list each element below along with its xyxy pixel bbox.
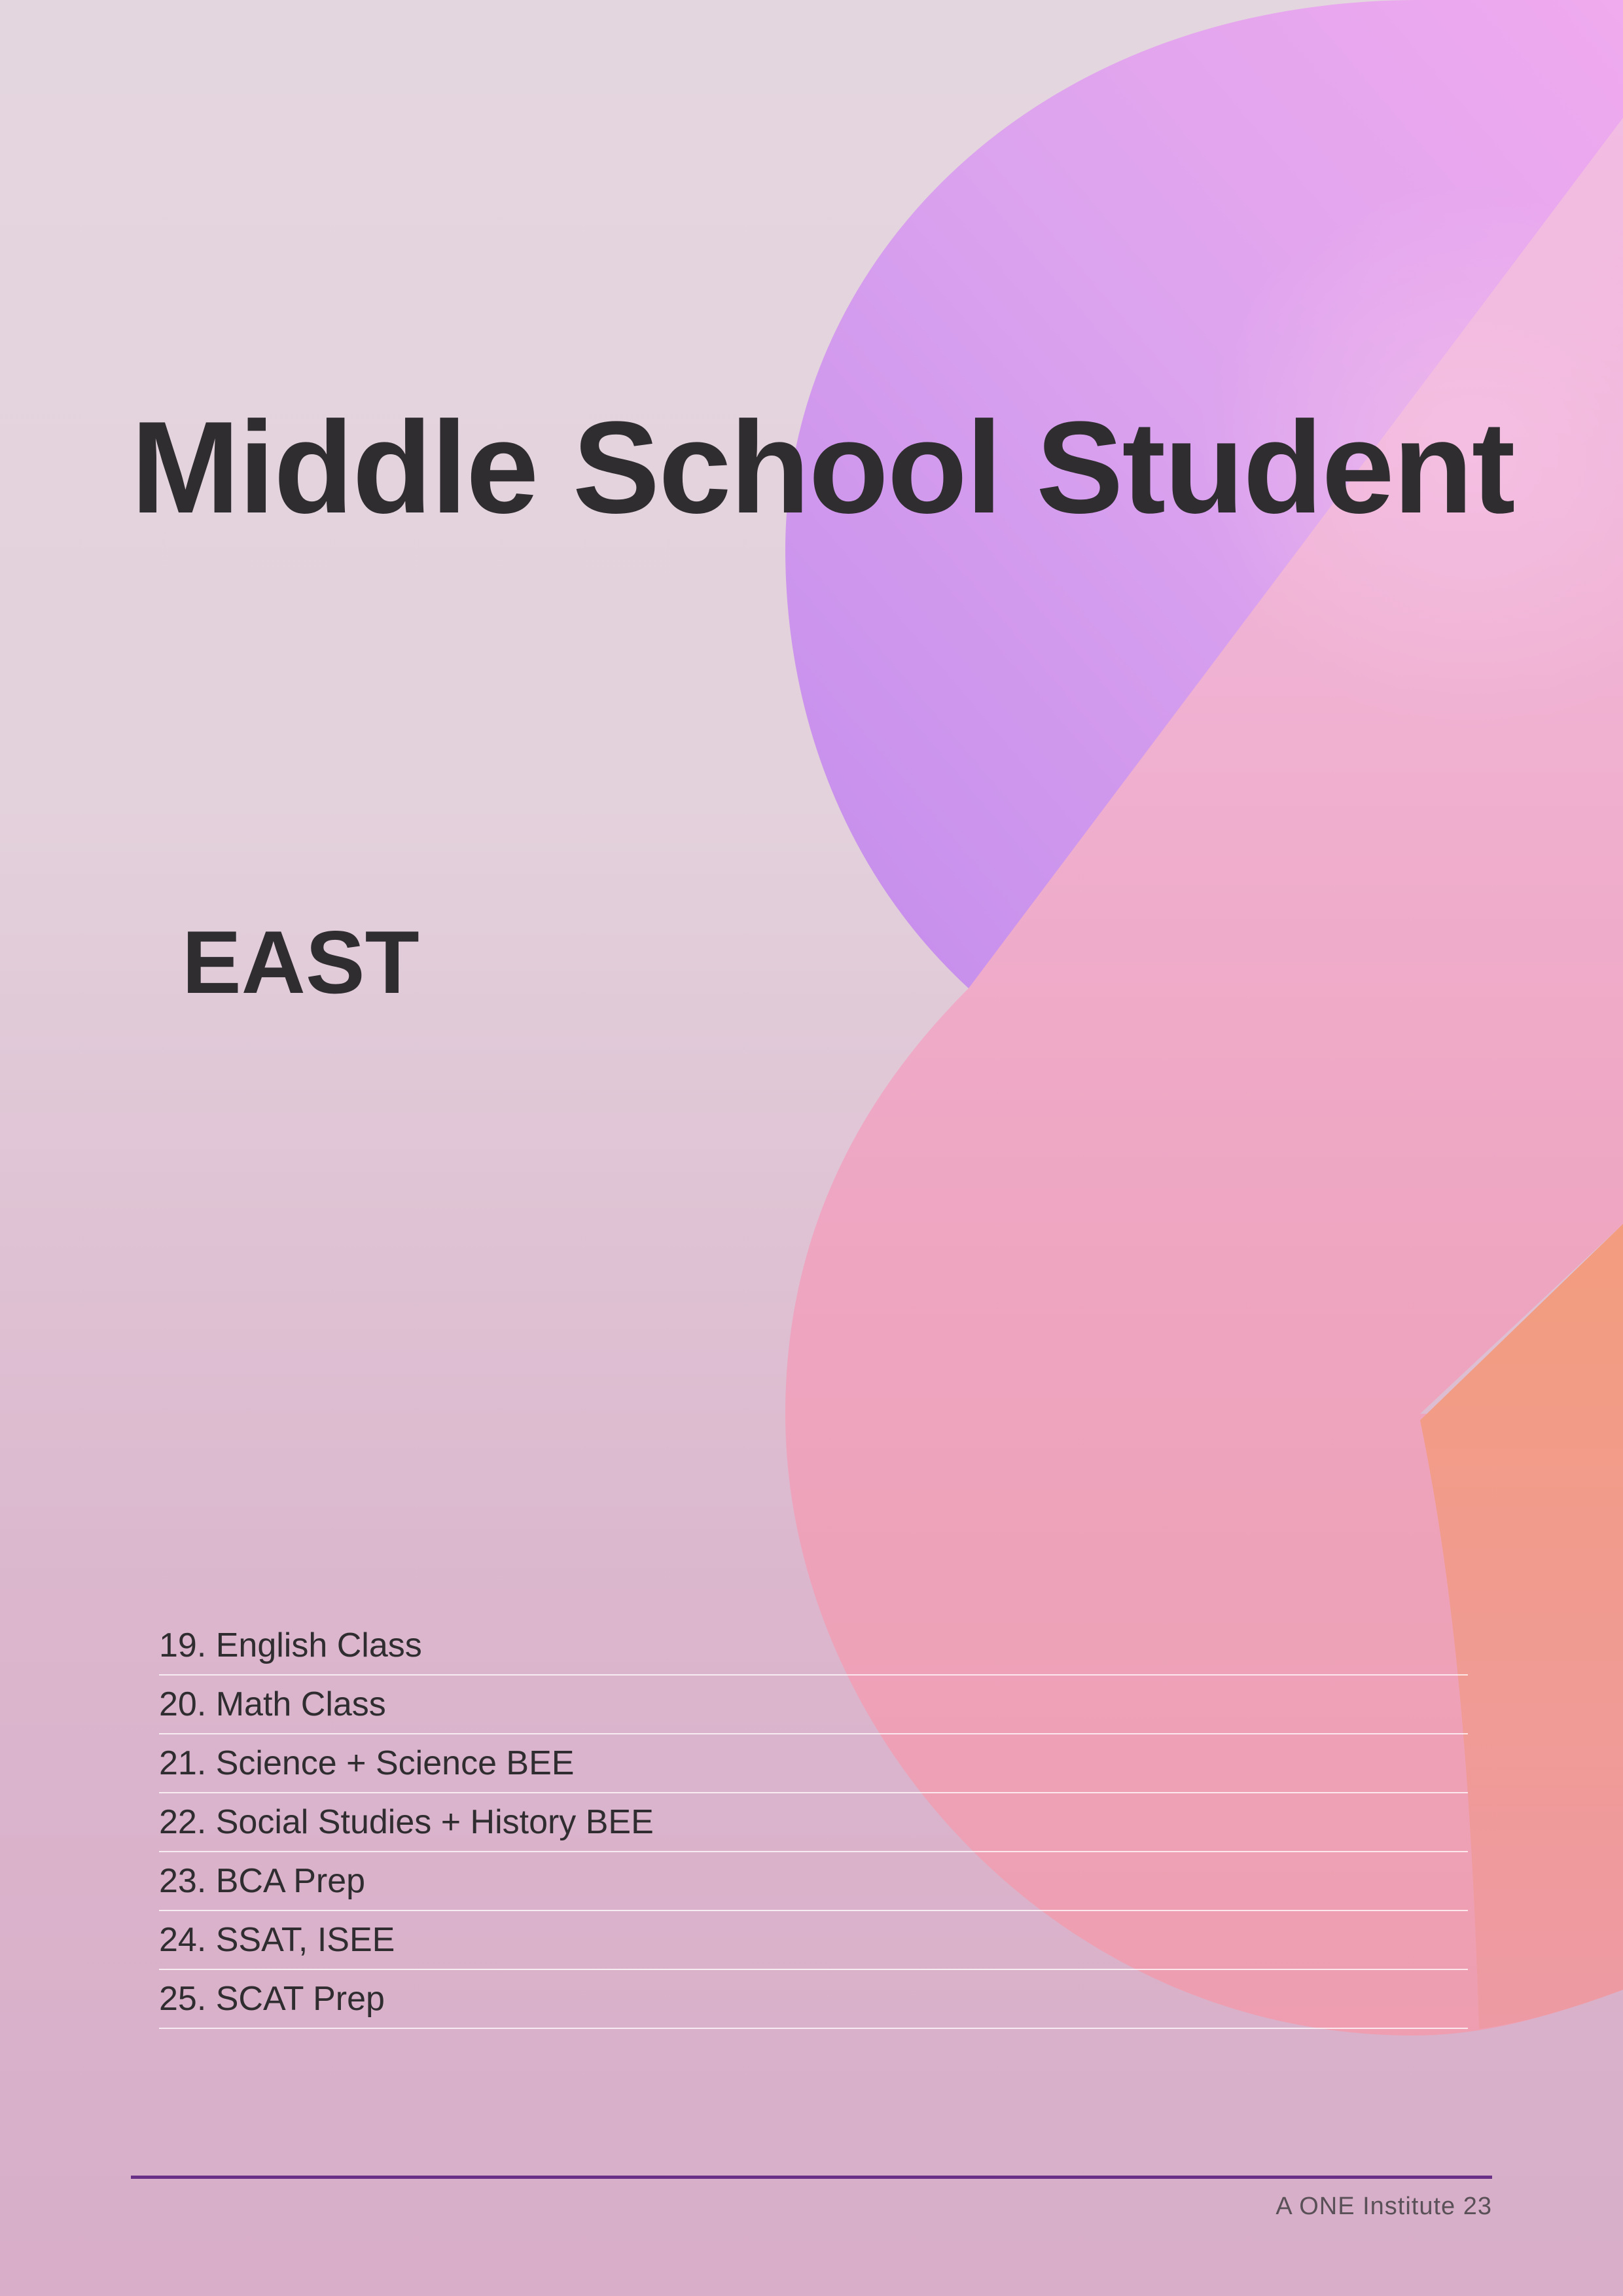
list-item: 22. Social Studies + History BEE — [159, 1793, 1468, 1852]
list-item: 24. SSAT, ISEE — [159, 1911, 1468, 1970]
list-item: 20. Math Class — [159, 1676, 1468, 1734]
program-list — [159, 1617, 1468, 2029]
footer-divider — [131, 2176, 1492, 2179]
footer-page-label: A ONE Institute 23 — [1275, 2193, 1492, 2220]
list-item: 19. English Class — [159, 1617, 1468, 1676]
page-title: Middle School Student — [131, 395, 1514, 541]
list-item: 21. Science + Science BEE — [159, 1734, 1468, 1793]
region-heading: EAST — [182, 912, 419, 1012]
list-item: 23. BCA Prep — [159, 1852, 1468, 1911]
list-item: 25. SCAT Prep — [159, 1970, 1468, 2029]
